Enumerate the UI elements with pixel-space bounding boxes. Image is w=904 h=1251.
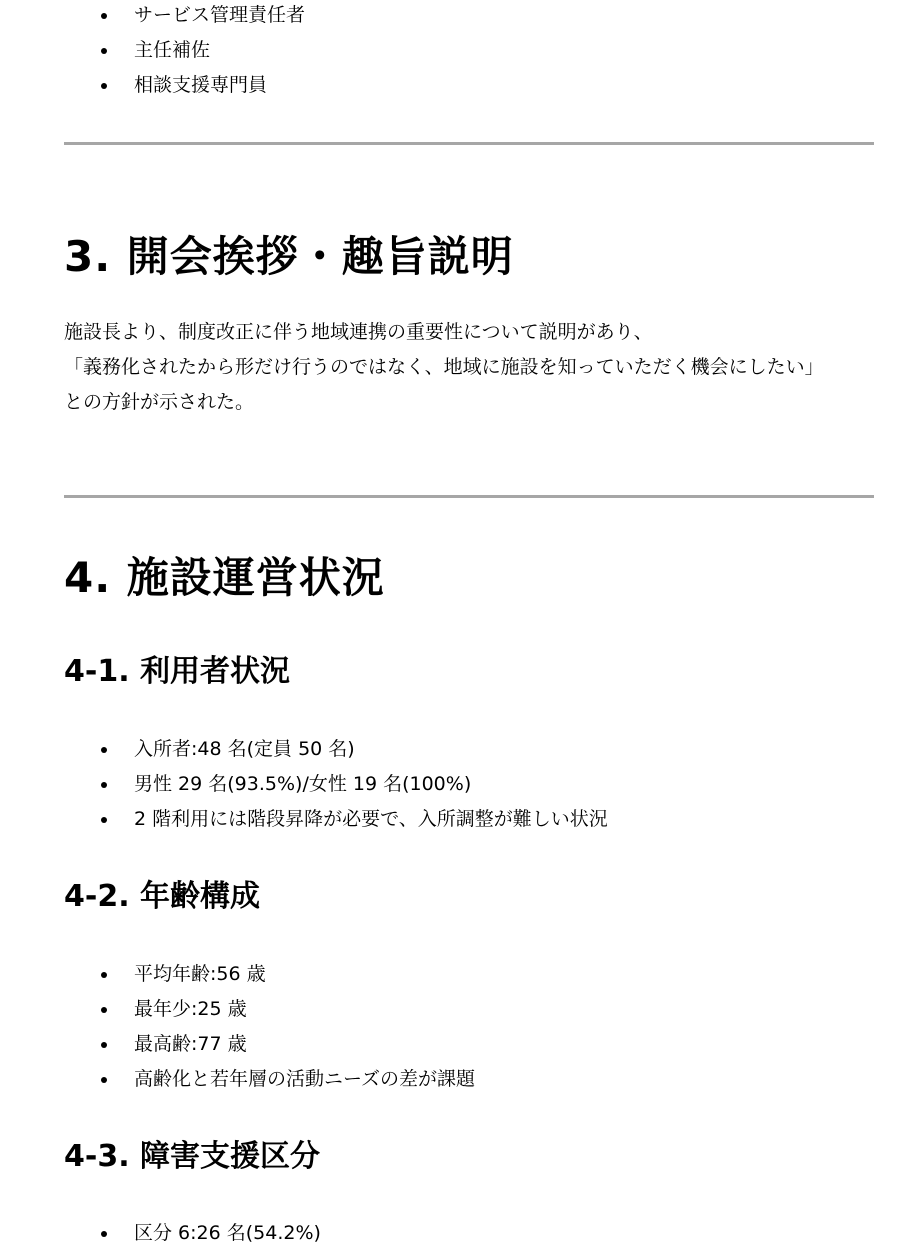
list-item: 入所者:48 名(定員 50 名) — [101, 732, 608, 767]
subsection-heading-support-category: 4-3. 障害支援区分 — [64, 1139, 321, 1174]
list-item: 高齢化と若年層の活動ニーズの差が課題 — [101, 1062, 475, 1097]
support-category-list — [101, 1216, 321, 1251]
list-item: 区分 6:26 名(54.2%) — [101, 1216, 321, 1251]
paragraph-line: 「義務化されたから形だけ行うのではなく、地域に施設を知っていただく機会にしたい」 — [64, 356, 824, 378]
list-item: 主任補佐 — [101, 33, 305, 68]
section-heading-opening-remarks: 3. 開会挨拶・趣旨説明 — [64, 232, 514, 281]
age-composition-list — [101, 957, 475, 1097]
section-divider — [64, 495, 874, 498]
list-item: 最高齢:77 歳 — [101, 1027, 475, 1062]
list-item: 平均年齢:56 歳 — [101, 957, 475, 992]
user-status-list — [101, 732, 608, 837]
list-item: サービス管理責任者 — [101, 0, 305, 33]
list-item: 2 階利用には階段昇降が必要で、入所調整が難しい状況 — [101, 802, 608, 837]
list-item: 相談支援専門員 — [101, 68, 305, 103]
section-heading-facility-operation: 4. 施設運営状況 — [64, 553, 385, 602]
paragraph-line: 施設長より、制度改正に伴う地域連携の重要性について説明があり、 — [64, 321, 653, 343]
subsection-heading-user-status: 4-1. 利用者状況 — [64, 654, 291, 689]
paragraph-line: との方針が示された。 — [64, 391, 255, 413]
staff-role-list — [101, 0, 305, 103]
list-item: 最年少:25 歳 — [101, 992, 475, 1027]
subsection-heading-age-composition: 4-2. 年齢構成 — [64, 879, 261, 914]
section-divider — [64, 142, 874, 145]
list-item: 男性 29 名(93.5%)/女性 19 名(100%) — [101, 767, 608, 802]
opening-remarks-paragraph — [64, 315, 864, 420]
